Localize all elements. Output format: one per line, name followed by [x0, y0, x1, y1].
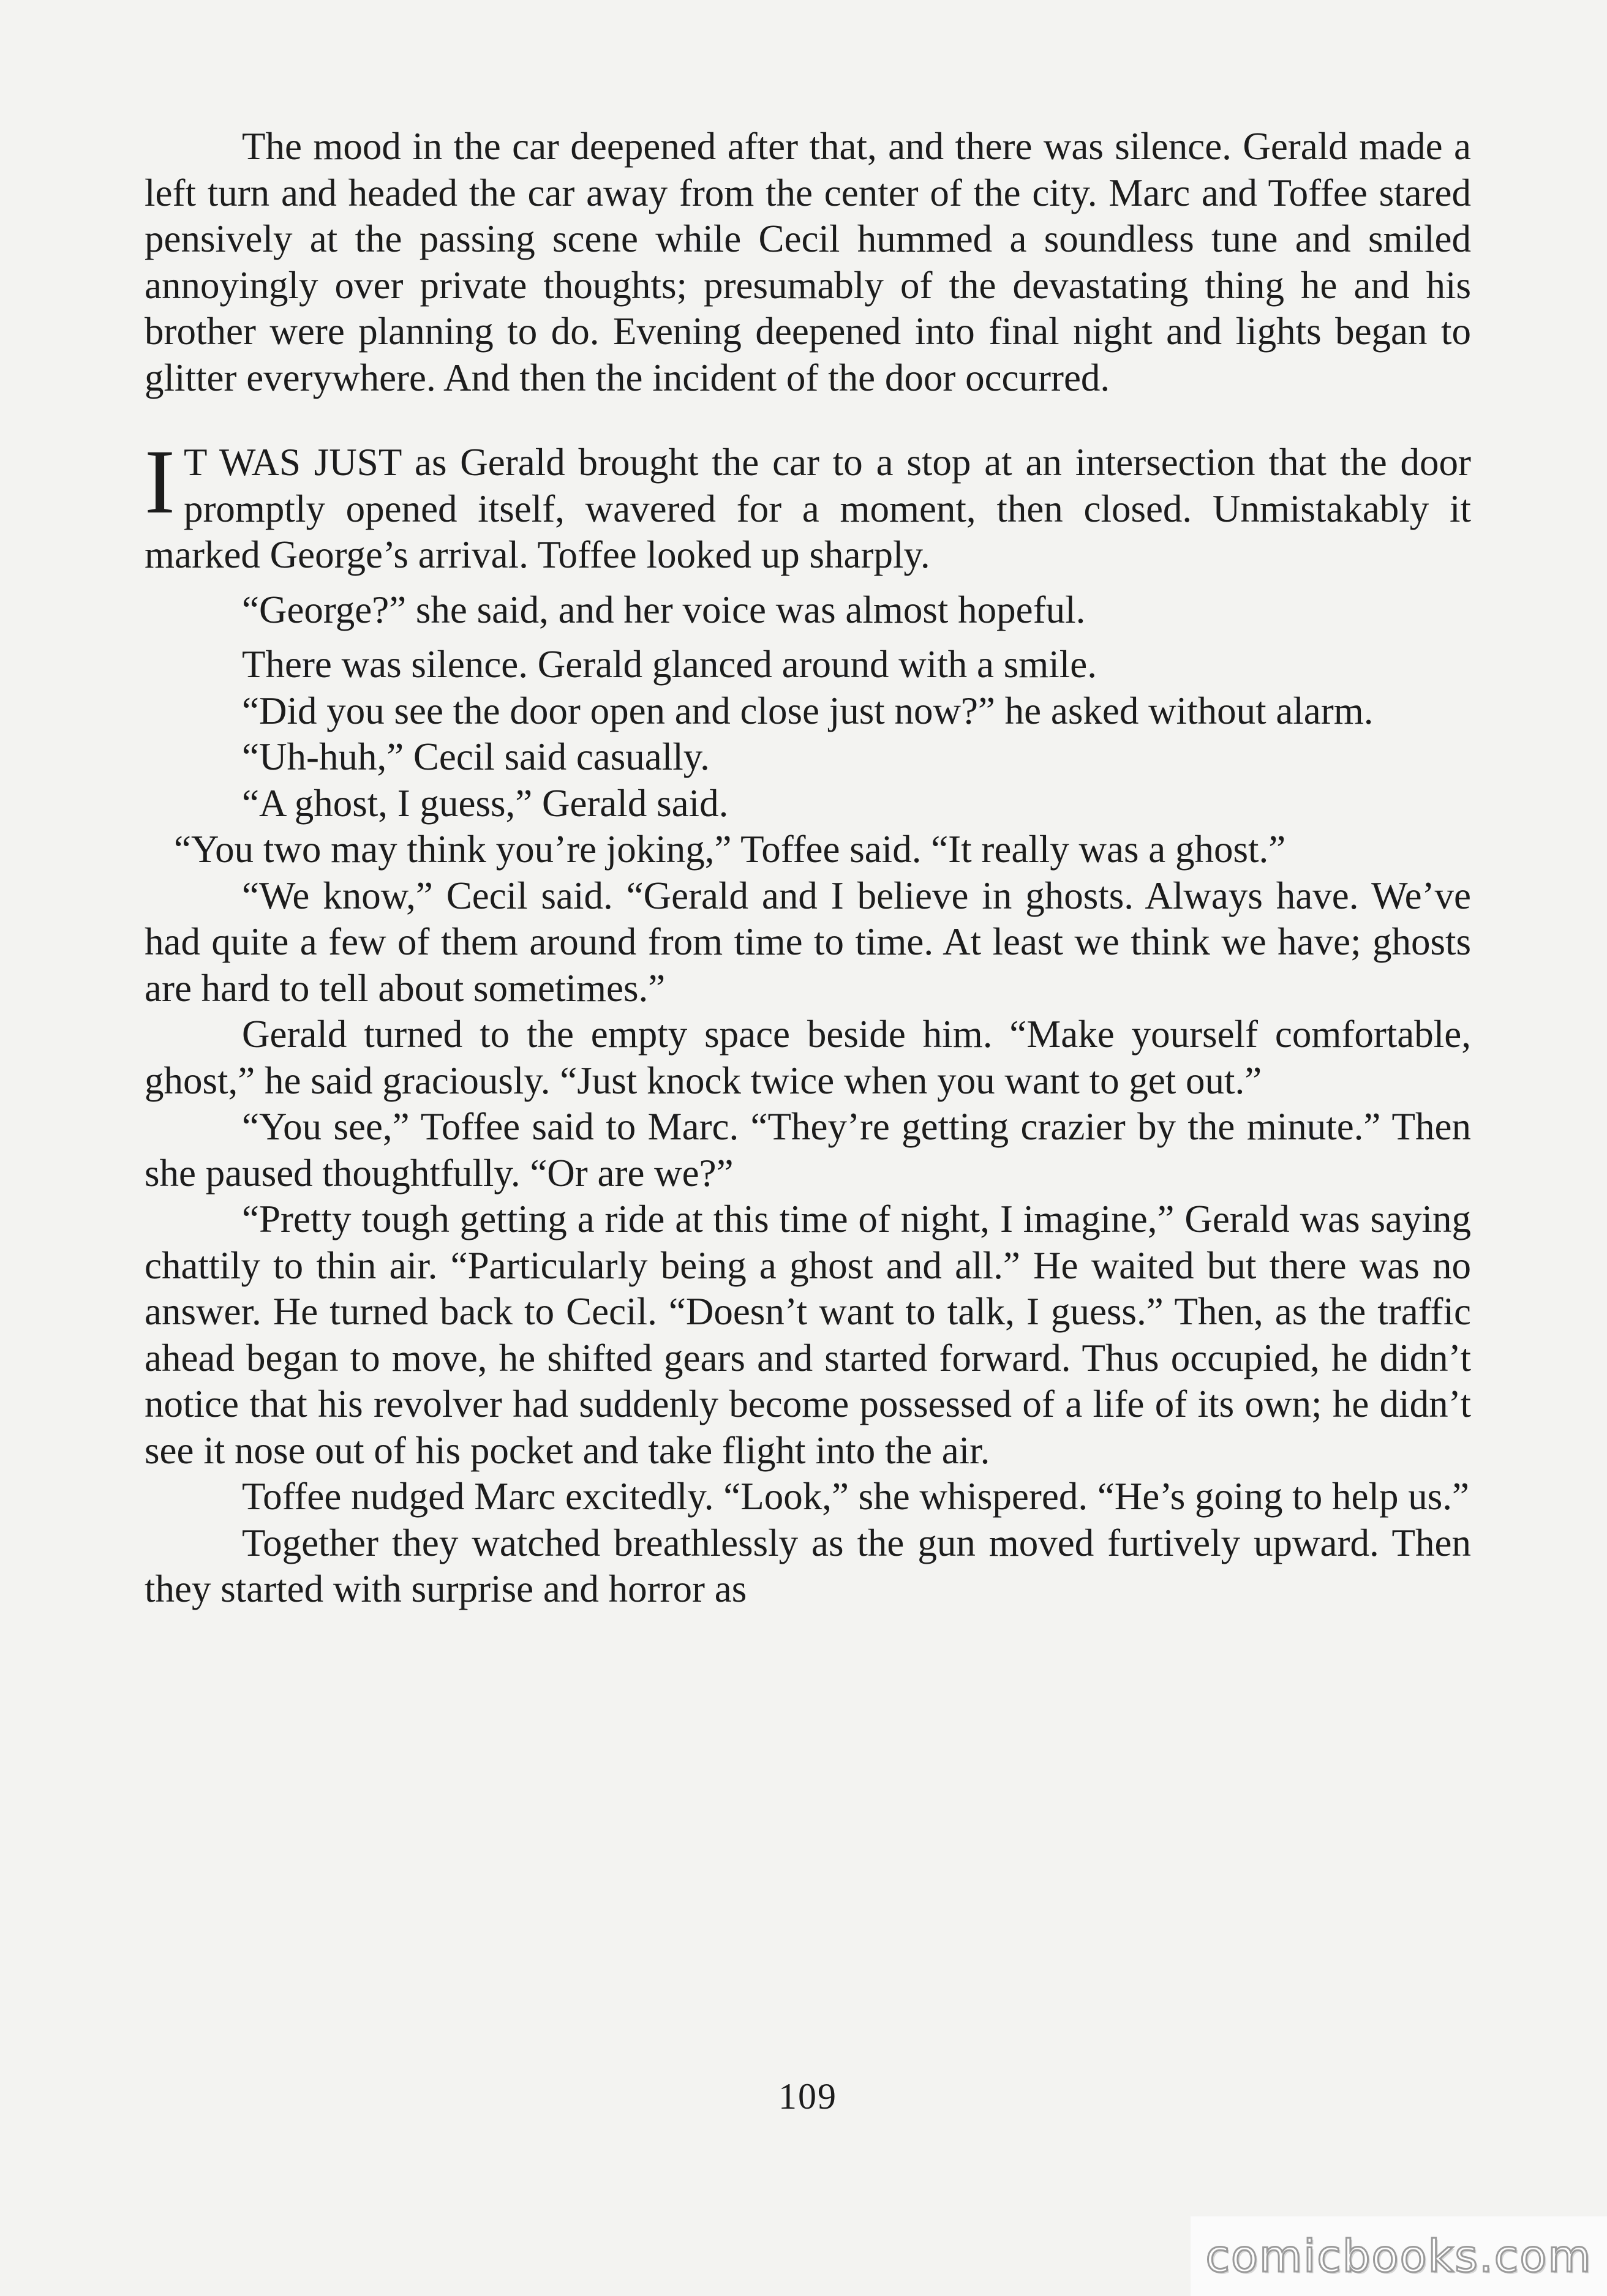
paragraph: “You two may think you’re joking,” Toffee said. “It really was a ghost.” [174, 828, 1286, 871]
paragraph: There was silence. Gerald glanced around with a smile. [242, 643, 1097, 686]
paragraph: The mood in the car deepened after that, and there was silence. Gerald made a left turn and headed the car away from the center of the city. Marc and Toffee stared pensively at the passing scene while Cecil hummed a soundless tune and smiled annoyingly over private thoughts; presumably of the devastating thing he and his brother were planning to do. Evening deepened into final night and lights began to glitter everywhere. And then the incident of the door occurred. [145, 125, 1471, 399]
paragraph: “Pretty tough getting a ride at this time of night, I imagine,” Gerald was saying chattily to thin air. “Particularly being a ghost and all.” He waited but there was no answer. He turned back to Cecil. “Doesn’t want to talk, I guess.” Then, as the traffic ahead began to move, he shifted gears and started forward. Thus occupied, he didn’t notice that his revolver had suddenly become possessed of a life of its own; he didn’t see it nose out of his pocket and take flight into the air. [145, 1198, 1471, 1472]
paragraph: “Uh-huh,” Cecil said casually. [242, 735, 710, 778]
watermark-text: comicbooks.com [1205, 2230, 1592, 2282]
paragraph: “George?” she said, and her voice was almost hopeful. [242, 588, 1086, 631]
paragraph: Gerald turned to the empty space beside him. “Make yourself comfortable, ghost,” he said graciously. “Just knock twice when you want to get out.” [145, 1013, 1471, 1102]
drop-cap: I [145, 431, 175, 533]
watermark-logo [1191, 2216, 1607, 2296]
page-number: 109 [778, 2076, 837, 2117]
body-text [145, 124, 1471, 1613]
paragraph-dropcap [145, 431, 1471, 579]
paragraph-text: T WAS JUST as Gerald brought the car to a stop at an intersection that the door promptly opened itself, wavered for a moment, then closed. Unmistakably it marked George’s arrival. Toffee looked up sharply. [145, 441, 1471, 576]
paragraph: Together they watched breathlessly as the gun moved furtively upward. Then they started with surprise and horror as [145, 1521, 1471, 1610]
paragraph: Toffee nudged Marc excitedly. “Look,” she whispered. “He’s going to help us.” [242, 1475, 1469, 1518]
paragraph: “A ghost, I guess,” Gerald said. [242, 781, 729, 825]
paragraph-gap [145, 579, 1471, 587]
paragraph: “We know,” Cecil said. “Gerald and I believe in ghosts. Always have. We’ve had quite a few of them around from time to time. At least we think we have; ghosts are hard to tell about sometimes.” [145, 874, 1471, 1010]
paragraph: “Did you see the door open and close just now?” he asked without alarm. [242, 689, 1374, 732]
paragraph-gap [145, 633, 1471, 642]
section-break [145, 401, 1471, 440]
book-page [145, 0, 1471, 2296]
paragraph: “You see,” Toffee said to Marc. “They’re getting crazier by the minute.” Then she paused thoughtfully. “Or are we?” [145, 1105, 1471, 1195]
